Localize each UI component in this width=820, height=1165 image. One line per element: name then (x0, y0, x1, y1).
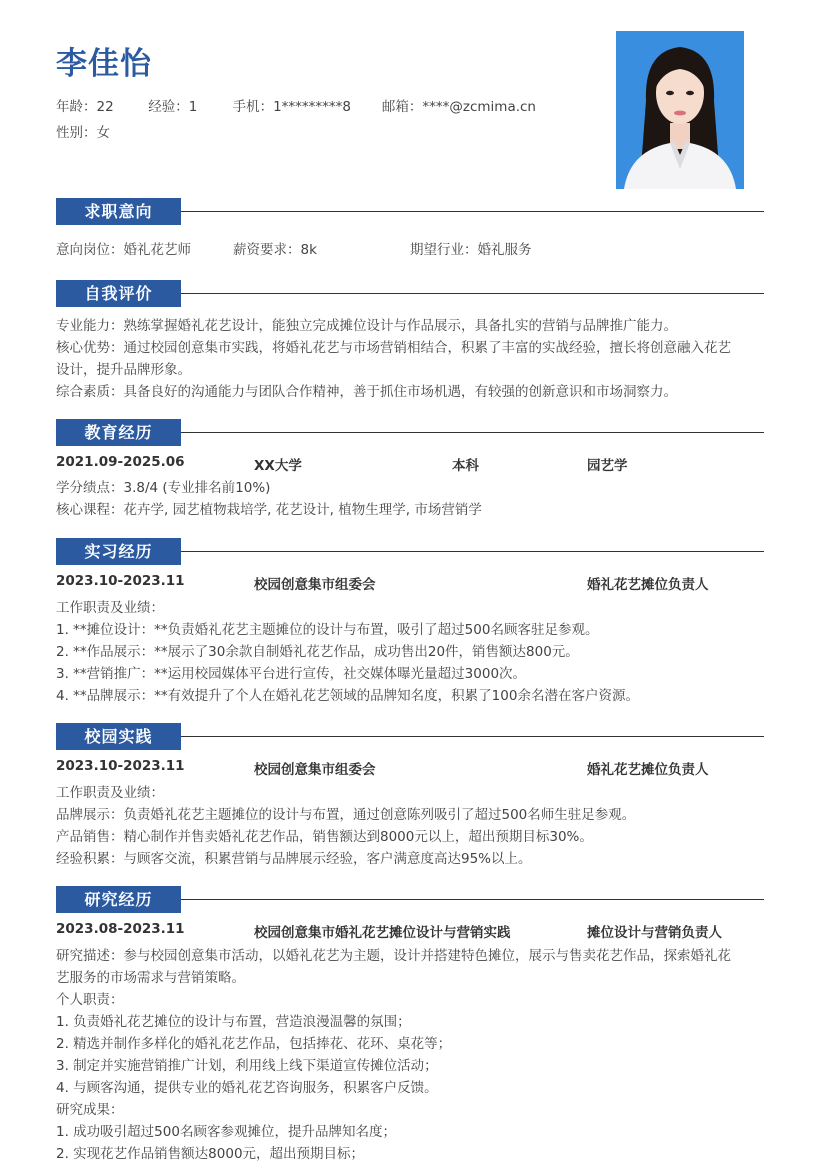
edu-line: 核心课程：花卉学, 园艺植物栽培学, 花艺设计, 植物生理学, 市场营销学 (56, 502, 482, 518)
section-research (56, 886, 764, 913)
gender-field: 性别：女 (56, 125, 110, 141)
email-field: 邮箱：****@zcmima.cn (381, 99, 536, 115)
self-line: 核心优势：通过校园创意集市实践，将婚礼花艺与市场营销相结合，积累了丰富的实战经验，擅长将创意融入花艺 (56, 340, 731, 356)
section-divider (181, 551, 764, 552)
section-divider (181, 432, 764, 433)
profile-photo (616, 31, 744, 189)
research-line: 1. 成功吸引超过500名顾客参观摊位，提升品牌知名度； (56, 1124, 396, 1140)
research-period: 2023.08-2023.11 (56, 921, 185, 937)
section-education (56, 419, 764, 446)
experience-field: 经验：1 (148, 99, 198, 115)
section-self-evaluation (56, 280, 764, 307)
intent-salary: 薪资要求：8k (233, 242, 317, 258)
campus-line: 产品销售：精心制作并售卖婚礼花艺作品，销售额达到8000元以上，超出预期目标30%。 (56, 829, 593, 845)
campus-line: 经验积累：与顾客交流，积累营销与品牌展示经验，客户满意度高达95%以上。 (56, 851, 532, 867)
intent-industry: 期望行业：婚礼服务 (410, 242, 532, 258)
edu-period: 2021.09-2025.06 (56, 454, 185, 470)
research-line: 1. 负责婚礼花艺摊位的设计与布置，营造浪漫温馨的氛围； (56, 1014, 411, 1030)
edu-school: XX大学 (254, 458, 302, 474)
edu-major: 园艺学 (587, 458, 628, 474)
campus-role: 婚礼花艺摊位负责人 (587, 762, 709, 778)
section-divider (181, 211, 764, 212)
section-title: 实习经历 (56, 538, 181, 565)
basic-info-row (56, 95, 536, 115)
campus-line: 工作职责及业绩： (56, 785, 164, 801)
section-divider (181, 293, 764, 294)
section-internship (56, 538, 764, 565)
research-project: 校园创意集市婚礼花艺摊位设计与营销实践 (254, 925, 511, 941)
research-line: 艺服务的市场需求与营销策略。 (56, 970, 245, 986)
research-line: 研究描述：参与校园创意集市活动，以婚礼花艺为主题，设计并搭建特色摊位，展示与售卖花艺作品，探索婚礼花 (56, 948, 731, 964)
self-line: 综合素质：具备良好的沟通能力与团队合作精神，善于抓住市场机遇，有较强的创新意识和市场洞察力。 (56, 384, 677, 400)
internship-header-row (56, 573, 766, 595)
section-title: 校园实践 (56, 723, 181, 750)
research-line: 个人职责： (56, 992, 124, 1008)
section-divider (181, 736, 764, 737)
research-line: 2. 实现花艺作品销售额达8000元，超出预期目标； (56, 1146, 365, 1162)
section-title: 研究经历 (56, 886, 181, 913)
section-job-intent (56, 198, 764, 225)
campus-header-row (56, 758, 766, 780)
intent-position: 意向岗位：婚礼花艺师 (56, 242, 191, 258)
section-title: 求职意向 (56, 198, 181, 225)
edu-degree: 本科 (452, 458, 479, 474)
intern-line: 4. **品牌展示：**有效提升了个人在婚礼花艺领域的品牌知名度，积累了100余名潜在客户资源。 (56, 688, 639, 704)
campus-line: 品牌展示：负责婚礼花艺主题摊位的设计与布置，通过创意陈列吸引了超过500名师生驻足参观。 (56, 807, 636, 823)
research-header-row (56, 921, 766, 943)
self-line: 设计，提升品牌形象。 (56, 362, 191, 378)
research-line: 4. 与顾客沟通，提供专业的婚礼花艺咨询服务，积累客户反馈。 (56, 1080, 438, 1096)
section-title: 自我评价 (56, 280, 181, 307)
section-title: 教育经历 (56, 419, 181, 446)
section-divider (181, 899, 764, 900)
education-header-row (56, 454, 766, 476)
research-line: 研究成果： (56, 1102, 124, 1118)
age-field: 年龄：22 (56, 99, 114, 115)
intern-line: 2. **作品展示：**展示了30余款自制婚礼花艺作品，成功售出20件，销售额达800元。 (56, 644, 579, 660)
research-line: 3. 制定并实施营销推广计划，利用线上线下渠道宣传摊位活动； (56, 1058, 438, 1074)
intern-line: 3. **营销推广：**运用校园媒体平台进行宣传，社交媒体曝光量超过3000次。 (56, 666, 527, 682)
intern-line: 1. **摊位设计：**负责婚礼花艺主题摊位的设计与布置，吸引了超过500名顾客驻足参观。 (56, 622, 599, 638)
phone-field: 手机：1*********8 (232, 99, 352, 115)
campus-period: 2023.10-2023.11 (56, 758, 185, 774)
intent-row (56, 239, 766, 261)
campus-org: 校园创意集市组委会 (254, 762, 376, 778)
research-role: 摊位设计与营销负责人 (587, 925, 722, 941)
section-campus-practice (56, 723, 764, 750)
self-line: 专业能力：熟练掌握婚礼花艺设计，能独立完成摊位设计与作品展示，具备扎实的营销与品牌推广能力。 (56, 318, 677, 334)
intern-period: 2023.10-2023.11 (56, 573, 185, 589)
intern-role: 婚礼花艺摊位负责人 (587, 577, 709, 593)
intern-org: 校园创意集市组委会 (254, 577, 376, 593)
intern-line: 工作职责及业绩： (56, 600, 164, 616)
candidate-name: 李佳怡 (56, 46, 152, 82)
research-line: 2. 精选并制作多样化的婚礼花艺作品，包括捧花、花环、桌花等； (56, 1036, 452, 1052)
edu-line: 学分绩点：3.8/4 (专业排名前10%) (56, 480, 271, 496)
